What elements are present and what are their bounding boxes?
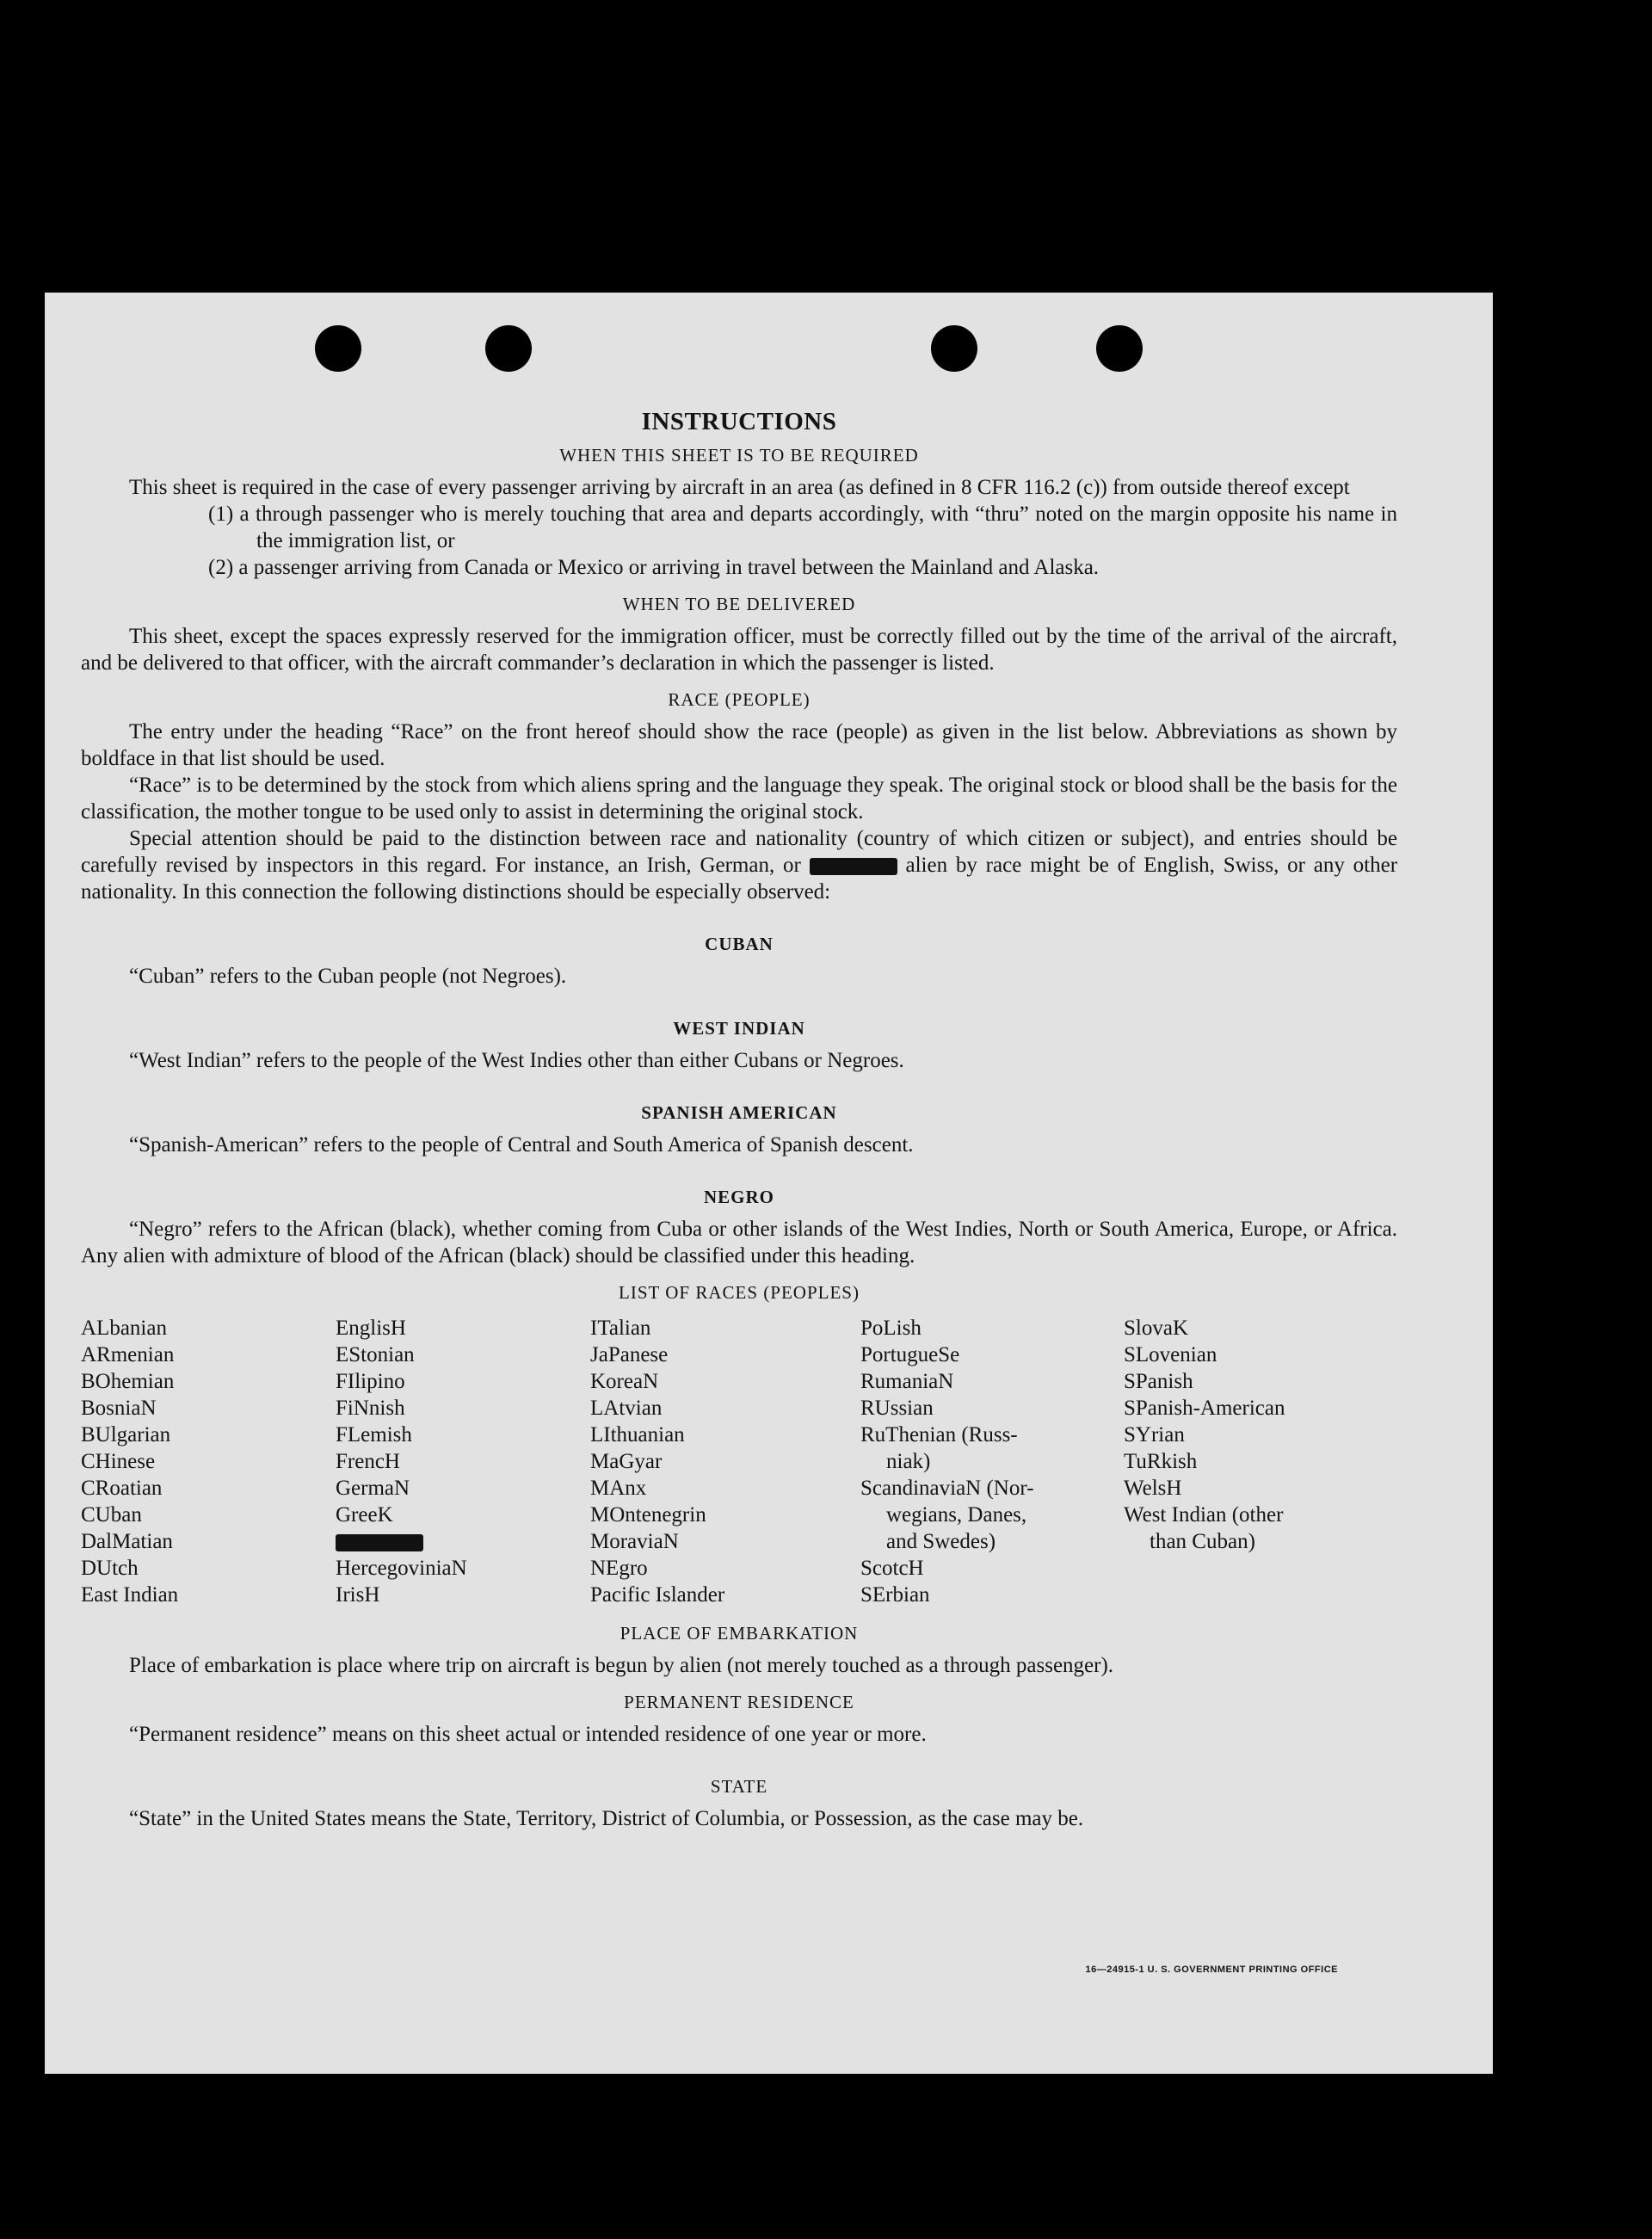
race-item: SPanish [1124, 1370, 1193, 1393]
race-item: ITalian [590, 1317, 651, 1340]
heading-list-of-races: LIST OF RACES (PEOPLES) [619, 1282, 860, 1303]
punch-hole-1 [315, 325, 361, 372]
race-item: RUssian [860, 1397, 934, 1420]
races-column-3 [590, 1315, 860, 1608]
race-item: SlovaK [1124, 1317, 1188, 1340]
printing-office-note: 16—24915-1 U. S. GOVERNMENT PRINTING OFFICE [1085, 1965, 1338, 1975]
race-item: DalMatian [81, 1530, 173, 1553]
heading-when-required: WHEN THIS SHEET IS TO BE REQUIRED [559, 445, 919, 466]
paragraph-race-3-before: Special attention should be paid to the distinction between race and nationality (country of which citizen or subject), and entries should be carefully revised by inspectors in this regard. For instance, an Irish, German, or [81, 827, 1397, 877]
races-column-4 [860, 1315, 1124, 1608]
race-item: DUtch [81, 1557, 139, 1580]
paragraph-race-3 [81, 825, 1397, 905]
punch-hole-4 [1096, 325, 1143, 372]
race-item: LIthuanian [590, 1423, 685, 1446]
redaction-mark [810, 858, 897, 875]
race-item: CUban [81, 1503, 142, 1527]
list-item-1: (1) a through passenger who is merely touching that area and departs accordingly, with “thru” noted on the margin opposite his name in the immigration list, or [208, 503, 1397, 552]
paragraph-race-2: “Race” is to be determined by the stock from which aliens spring and the language they speak. The original stock or blood shall be the basis for the classification, the mother tongue to be used only to assist in determining the original stock. [81, 774, 1397, 823]
race-item: MoraviaN [590, 1530, 679, 1553]
race-item-redacted [336, 1528, 590, 1555]
race-item: ARmenian [81, 1343, 175, 1366]
paragraph-cuban: “Cuban” refers to the Cuban people (not Negroes). [129, 965, 567, 988]
races-column-1 [81, 1315, 336, 1608]
race-item: MAnx [590, 1477, 647, 1500]
race-item: ScandinaviaN (Nor- wegians, Danes, and Swedes) [860, 1477, 1034, 1553]
race-item: SPanish-American [1124, 1397, 1285, 1420]
race-item: West Indian (other than Cuban) [1124, 1503, 1284, 1553]
race-item: RumaniaN [860, 1370, 954, 1393]
paragraph-required-intro: This sheet is required in the case of every passenger arriving by aircraft in an area (as defined in 8 CFR 116.2 (c)) from outside thereof except [129, 476, 1350, 499]
race-item: LAtvian [590, 1397, 663, 1420]
paragraph-delivered: This sheet, except the spaces expressly reserved for the immigration officer, must be correctly filled out by the time of the arrival of the aircraft, and be delivered to that officer, with the aircraft commander’s declaration in which the passenger is listed. [81, 625, 1397, 675]
race-item: SLovenian [1124, 1343, 1217, 1366]
race-item: FrencH [336, 1450, 400, 1473]
race-item: SErbian [860, 1583, 930, 1607]
races-column-2 [336, 1315, 590, 1608]
paragraph-state: “State” in the United States means the State, Territory, District of Columbia, or Possession, as the case may be. [129, 1807, 1084, 1830]
document-title: INSTRUCTIONS [641, 408, 837, 435]
race-item: KoreaN [590, 1370, 659, 1393]
race-item: MOntenegrin [590, 1503, 706, 1527]
punch-hole-3 [931, 325, 977, 372]
heading-cuban: CUBAN [705, 934, 774, 954]
race-item: JaPanese [590, 1343, 669, 1366]
paragraph-spanish-american: “Spanish-American” refers to the people of Central and South America of Spanish descent. [129, 1133, 914, 1157]
races-column-5 [1124, 1315, 1382, 1608]
paragraph-west-indian: “West Indian” refers to the people of the West Indies other than either Cubans or Negroes. [129, 1049, 904, 1072]
document-body [81, 409, 1397, 1832]
instruction-sheet [45, 293, 1493, 2074]
race-item: BosniaN [81, 1397, 157, 1420]
race-item: TuRkish [1124, 1450, 1198, 1473]
races-list [81, 1315, 1397, 1608]
paragraph-residence: “Permanent residence” means on this sheet actual or intended residence of one year or more. [129, 1723, 927, 1746]
race-item: PortugueSe [860, 1343, 960, 1366]
redaction-mark [336, 1534, 423, 1551]
paragraph-embarkation: Place of embarkation is place where trip on aircraft is begun by alien (not merely touched as a through passenger). [129, 1654, 1114, 1677]
heading-west-indian: WEST INDIAN [673, 1018, 805, 1039]
list-item-2: (2) a passenger arriving from Canada or Mexico or arriving in travel between the Mainland and Alaska. [208, 556, 1100, 579]
heading-negro: NEGRO [703, 1187, 774, 1207]
race-item: PoLish [860, 1317, 922, 1340]
race-item: FLemish [336, 1423, 412, 1446]
heading-when-delivered: WHEN TO BE DELIVERED [622, 594, 856, 614]
race-item: WelsH [1124, 1477, 1182, 1500]
race-item: BUlgarian [81, 1423, 171, 1446]
race-item: SYrian [1124, 1423, 1185, 1446]
race-item: EStonian [336, 1343, 415, 1366]
paragraph-race-1: The entry under the heading “Race” on the front hereof should show the race (people) as given in the list below. Abbreviations as shown by boldface in that list should be used. [81, 720, 1397, 770]
heading-state: STATE [710, 1776, 768, 1797]
race-item: GreeK [336, 1503, 393, 1527]
heading-spanish-american: SPANISH AMERICAN [641, 1102, 837, 1123]
race-item: CHinese [81, 1450, 156, 1473]
race-item: HercegoviniaN [336, 1557, 467, 1580]
race-item: East Indian [81, 1583, 179, 1607]
race-item: RuThenian (Russ- niak) [860, 1423, 1018, 1473]
race-item: FIlipino [336, 1370, 405, 1393]
paragraph-race-3-after: alien by race might be of English, Swiss, or any other nationality. In this connection the following distinctions should be especially observed: [81, 854, 1398, 904]
race-item: Pacific Islander [590, 1583, 725, 1607]
race-item: ALbanian [81, 1317, 167, 1340]
race-item: NEgro [590, 1557, 648, 1580]
heading-race: RACE (PEOPLE) [668, 689, 811, 710]
race-item: EnglisH [336, 1317, 406, 1340]
race-item: IrisH [336, 1583, 380, 1607]
race-item: CRoatian [81, 1477, 163, 1500]
race-item: ScotcH [860, 1557, 924, 1580]
race-item: GermaN [336, 1477, 410, 1500]
punch-hole-2 [485, 325, 532, 372]
heading-permanent-residence: PERMANENT RESIDENCE [624, 1692, 854, 1712]
paragraph-negro: “Negro” refers to the African (black), whether coming from Cuba or other islands of the West Indies, North or South America, Europe, or Africa. Any alien with admixture of blood of the African (black) should be classified under this heading. [81, 1218, 1397, 1268]
heading-place-of-embarkation: PLACE OF EMBARKATION [620, 1623, 859, 1644]
race-item: BOhemian [81, 1370, 175, 1393]
race-item: FiNnish [336, 1397, 405, 1420]
race-item: MaGyar [590, 1450, 663, 1473]
